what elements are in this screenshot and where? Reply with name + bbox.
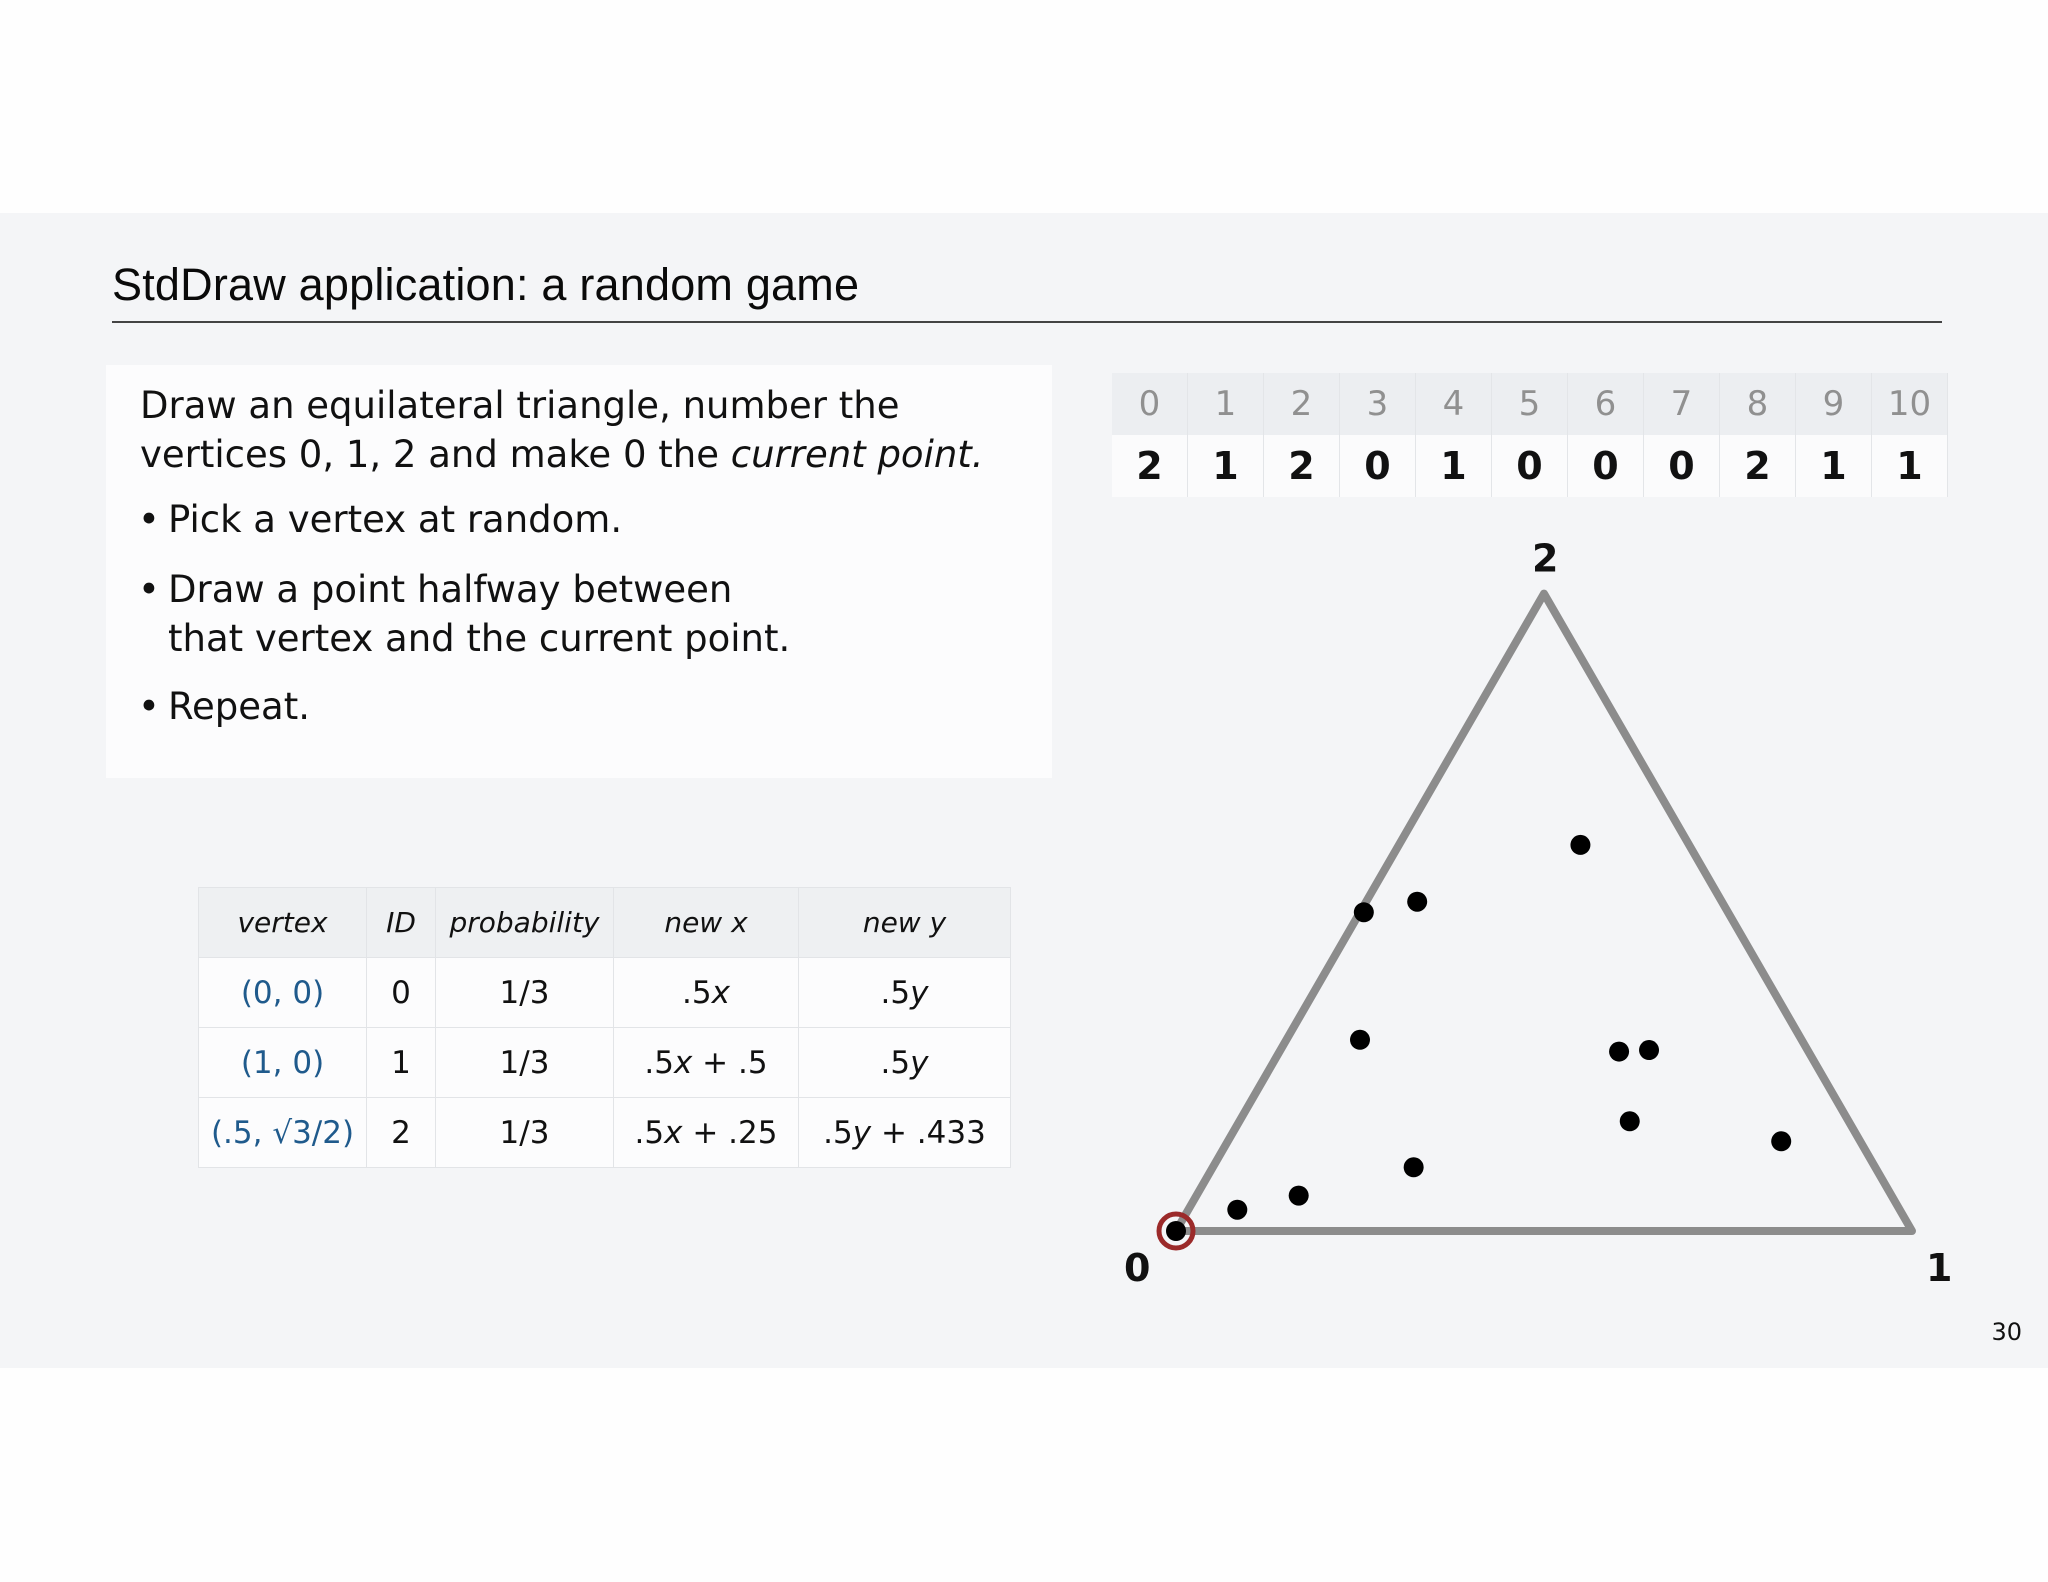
- chaos-point: [1227, 1200, 1247, 1220]
- id-cell: 0: [367, 958, 436, 1028]
- intro-text: [140, 381, 1040, 479]
- chaos-point: [1639, 1040, 1659, 1060]
- sequence-value: 0: [1568, 435, 1644, 497]
- chaos-point: [1407, 892, 1427, 912]
- sequence-index: 9: [1796, 373, 1872, 435]
- sequence-index: 5: [1492, 373, 1568, 435]
- vertex-label-1: 1: [1926, 1246, 1953, 1290]
- bullet-glyph: •: [138, 685, 160, 728]
- bullet-text: Draw a point halfway between that vertex and the current point.: [168, 568, 791, 660]
- new-y-cell: .5y: [799, 1028, 1011, 1098]
- intro-text-emphasis: current point.: [730, 433, 984, 476]
- sequence-value: 0: [1492, 435, 1568, 497]
- vertex-rules-table: [198, 887, 1011, 1168]
- chaos-point: [1350, 1030, 1370, 1050]
- sequence-value: 0: [1644, 435, 1720, 497]
- triangle-outline: [1176, 594, 1912, 1231]
- chaos-point: [1771, 1131, 1791, 1151]
- page-number: 30: [1991, 1318, 2022, 1346]
- sequence-value: 1: [1188, 435, 1264, 497]
- instructions-panel: [106, 365, 1052, 778]
- vertex-cell: (0, 0): [199, 958, 367, 1028]
- sequence-index: 8: [1720, 373, 1796, 435]
- page-title: StdDraw application: a random game: [112, 259, 860, 310]
- sequence-index: 2: [1264, 373, 1340, 435]
- chaos-point: [1570, 835, 1590, 855]
- new-x-cell: .5x + .25: [614, 1098, 799, 1168]
- sequence-value: 1: [1872, 435, 1948, 497]
- chaos-point: [1354, 902, 1374, 922]
- id-cell: 1: [367, 1028, 436, 1098]
- probability-cell: 1/3: [436, 1098, 614, 1168]
- sequence-value: 1: [1416, 435, 1492, 497]
- chaos-point: [1289, 1186, 1309, 1206]
- sequence-index: 7: [1644, 373, 1720, 435]
- column-header: probability: [436, 888, 614, 958]
- vertex-label-0: 0: [1124, 1246, 1151, 1290]
- probability-cell: 1/3: [436, 958, 614, 1028]
- vertex-cell: (1, 0): [199, 1028, 367, 1098]
- sequence-index: 10: [1872, 373, 1948, 435]
- chaos-game-drawing: [1100, 513, 1980, 1333]
- sequence-value: 1: [1796, 435, 1872, 497]
- points-group: [1166, 835, 1791, 1241]
- sequence-index: 1: [1188, 373, 1264, 435]
- table-row: [199, 958, 1011, 1028]
- bullet-glyph: •: [138, 498, 160, 541]
- chaos-point: [1620, 1111, 1640, 1131]
- table-row: [199, 1028, 1011, 1098]
- sequence-index: 0: [1112, 373, 1188, 435]
- chaos-point: [1609, 1042, 1629, 1062]
- slide: [0, 213, 2048, 1368]
- chaos-point: [1166, 1221, 1186, 1241]
- new-x-cell: .5x + .5: [614, 1028, 799, 1098]
- column-header: ID: [367, 888, 436, 958]
- random-sequence-table: [1112, 373, 1948, 497]
- column-header: vertex: [199, 888, 367, 958]
- column-header: new y: [799, 888, 1011, 958]
- new-x-cell: .5x: [614, 958, 799, 1028]
- probability-cell: 1/3: [436, 1028, 614, 1098]
- sequence-value-row: [1112, 435, 1948, 497]
- sequence-value: 2: [1264, 435, 1340, 497]
- sequence-value: 2: [1112, 435, 1188, 497]
- column-header: new x: [614, 888, 799, 958]
- bullet-text: Repeat.: [168, 685, 311, 728]
- table-row: [199, 1098, 1011, 1168]
- title-divider: [112, 321, 1942, 323]
- new-y-cell: .5y: [799, 958, 1011, 1028]
- table-header-row: [199, 888, 1011, 958]
- bullet-glyph: •: [138, 568, 160, 611]
- bullet-text: Pick a vertex at random.: [168, 498, 623, 541]
- sequence-index-row: [1112, 373, 1948, 435]
- id-cell: 2: [367, 1098, 436, 1168]
- sequence-value: 2: [1720, 435, 1796, 497]
- intro-text-main: Draw an equilateral triangle, number the vertices 0, 1, 2 and make 0 the: [140, 384, 900, 476]
- bullet-item: [138, 565, 1028, 663]
- sequence-index: 3: [1340, 373, 1416, 435]
- vertex-cell: (.5, √3/2): [199, 1098, 367, 1168]
- chaos-point: [1404, 1157, 1424, 1177]
- sequence-value: 0: [1340, 435, 1416, 497]
- sequence-index: 6: [1568, 373, 1644, 435]
- bullet-item: [138, 495, 1028, 544]
- sequence-index: 4: [1416, 373, 1492, 435]
- new-y-cell: .5y + .433: [799, 1098, 1011, 1168]
- bullet-item: [138, 682, 1028, 731]
- vertex-label-2: 2: [1532, 536, 1559, 581]
